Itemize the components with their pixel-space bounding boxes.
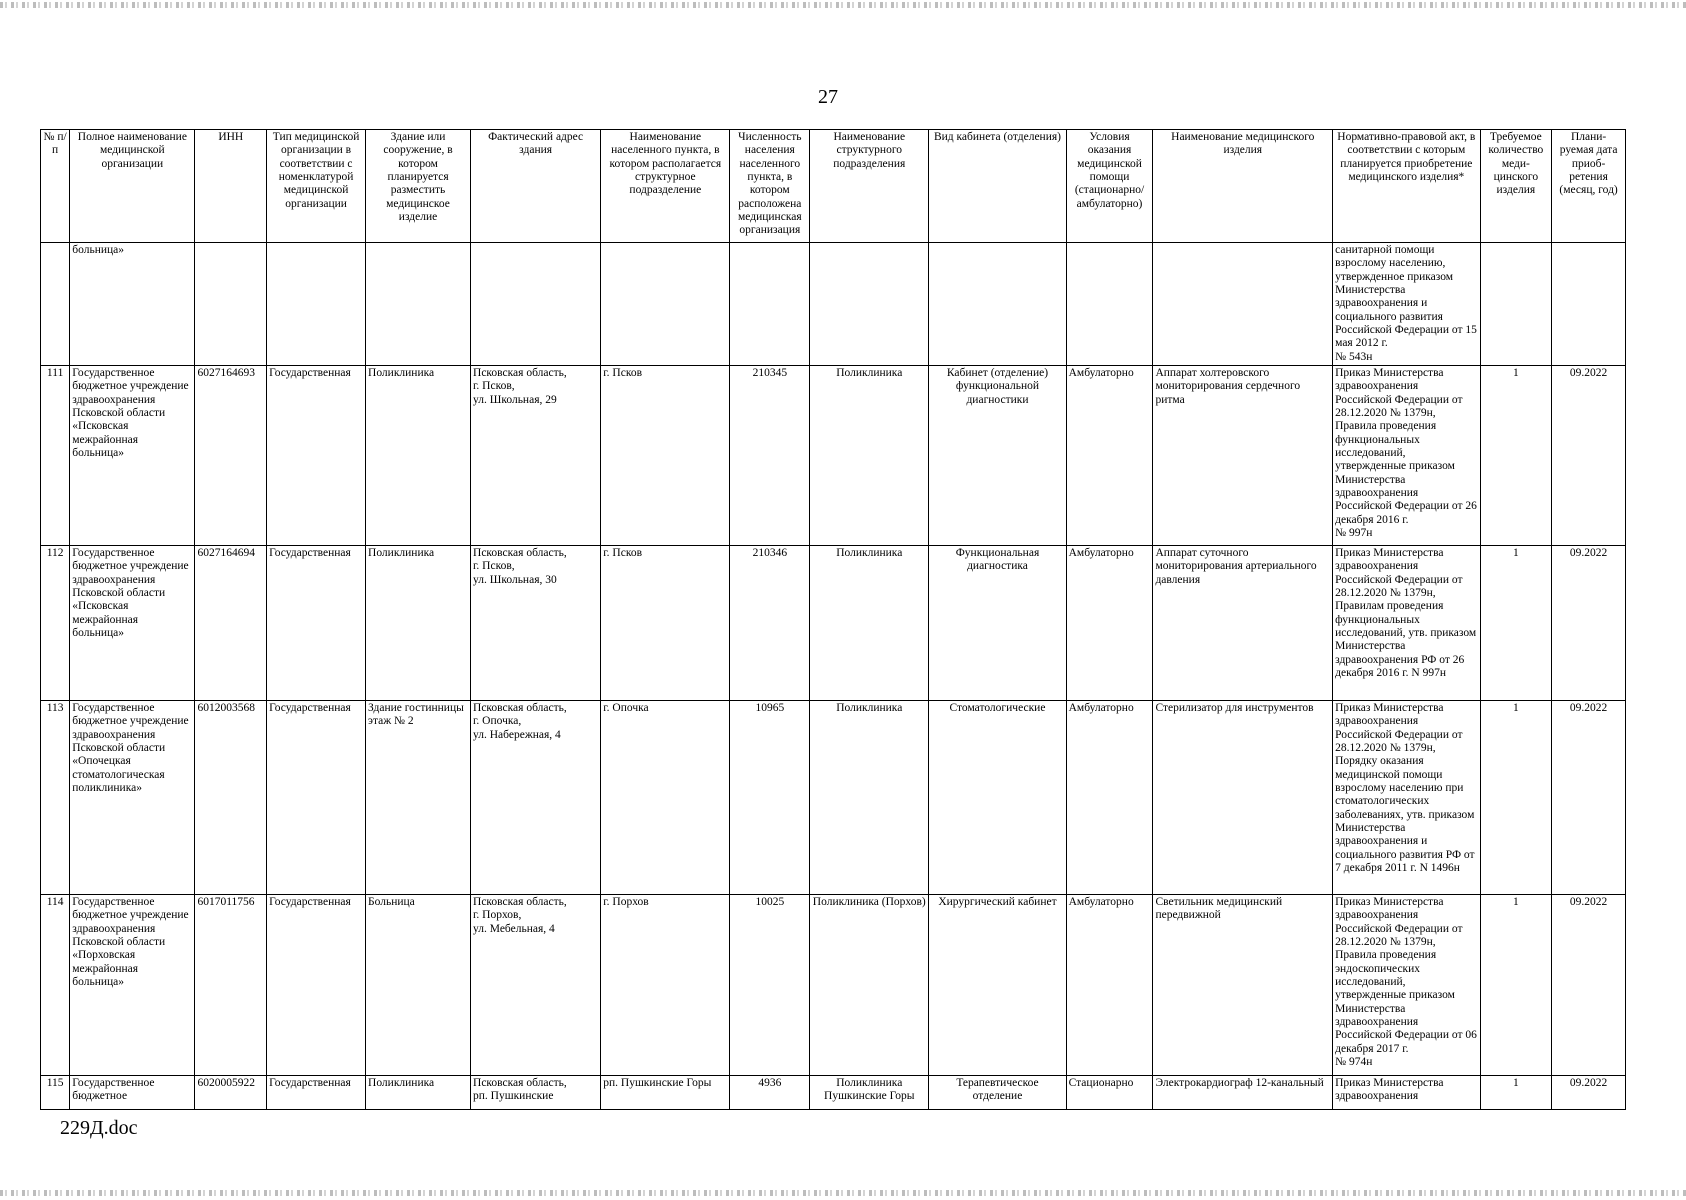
header-act: Нормативно-правовой акт, в соответствии с которым планируется приобретение медицинского изделия*: [1333, 130, 1480, 243]
cell-device: [1153, 243, 1333, 366]
cell-org: Государственное бюджетное: [70, 1075, 195, 1109]
cell-type: Государственная: [267, 365, 366, 545]
cell-conditions: Амбулаторно: [1066, 365, 1153, 545]
cell-org: Государственное бюджетное учреждение здравоохранения Псковской области «Псковская межрайонная больница»: [70, 545, 195, 700]
cell-device: Светильник медицинский передвижной: [1153, 894, 1333, 1075]
cell-locality: г. Псков: [601, 545, 730, 700]
cell-qty: 1: [1480, 365, 1552, 545]
cell-building: Здание гостинницы этаж № 2: [366, 700, 471, 894]
header-address: Фактический адрес здания: [471, 130, 601, 243]
header-inn: ИНН: [195, 130, 267, 243]
cell-num: 115: [41, 1075, 70, 1109]
cell-division: Поликлиника (Порхов): [810, 894, 929, 1075]
cell-date: [1552, 243, 1626, 366]
cell-inn: 6027164694: [195, 545, 267, 700]
cell-address: Псковская область, г. Псков, ул. Школьная, 30: [471, 545, 601, 700]
cell-num: [41, 243, 70, 366]
header-date: Плани-руемая дата приоб-ретения (месяц, год): [1552, 130, 1626, 243]
header-building: Здание или сооружение, в котором планируется разместить медицинское изделие: [366, 130, 471, 243]
cell-address: Псковская область, г. Опочка, ул. Набережная, 4: [471, 700, 601, 894]
cell-date: 09.2022: [1552, 1075, 1626, 1109]
cell-type: Государственная: [267, 700, 366, 894]
cell-num: 111: [41, 365, 70, 545]
cell-locality: [601, 243, 730, 366]
header-type: Тип медицинской организации в соответствии с номенклатурой медицинской организации: [267, 130, 366, 243]
cell-conditions: Стационарно: [1066, 1075, 1153, 1109]
cell-inn: 6027164693: [195, 365, 267, 545]
cell-conditions: Амбулаторно: [1066, 545, 1153, 700]
table-row: [41, 545, 1626, 700]
cell-date: 09.2022: [1552, 700, 1626, 894]
cell-cabinet: Функциональная диагностика: [929, 545, 1066, 700]
cell-inn: 6012003568: [195, 700, 267, 894]
cell-population: 10965: [730, 700, 810, 894]
header-qty: Требуемое количество меди-цинского изделия: [1480, 130, 1552, 243]
cell-population: 4936: [730, 1075, 810, 1109]
cell-num: 112: [41, 545, 70, 700]
cell-population: 210345: [730, 365, 810, 545]
cell-type: Государственная: [267, 1075, 366, 1109]
cell-locality: рп. Пушкинские Горы: [601, 1075, 730, 1109]
cell-device: Электрокардиограф 12-канальный: [1153, 1075, 1333, 1109]
cell-division: Поликлиника: [810, 545, 929, 700]
cell-address: Псковская область, г. Порхов, ул. Мебельная, 4: [471, 894, 601, 1075]
footer-filename: 229Д.doc: [60, 1117, 138, 1139]
cell-num: 114: [41, 894, 70, 1075]
cell-cabinet: [929, 243, 1066, 366]
cell-address: [471, 243, 601, 366]
cell-org: Государственное бюджетное учреждение здравоохранения Псковской области «Порховская межрайонная больница»: [70, 894, 195, 1075]
cell-building: Больница: [366, 894, 471, 1075]
cell-address: Псковская область, рп. Пушкинские: [471, 1075, 601, 1109]
scan-edge-bottom: [0, 1190, 1686, 1196]
header-num: № п/п: [41, 130, 70, 243]
header-population: Численность населения населенного пункта, в котором расположена медицинская организация: [730, 130, 810, 243]
cell-act: Приказ Министерства здравоохранения Российской Федерации от 28.12.2020 № 1379н, Правила проведения эндоскопических исследований, утвержденные приказом Министерства здравоохранения Российской Федерации от 06 декабря 2017 г. № 974н: [1333, 894, 1480, 1075]
cell-division: Поликлиника: [810, 365, 929, 545]
cell-qty: [1480, 243, 1552, 366]
cell-division: [810, 243, 929, 366]
cell-building: Поликлиника: [366, 365, 471, 545]
table-row: [41, 700, 1626, 894]
table-row: [41, 365, 1626, 545]
cell-date: 09.2022: [1552, 545, 1626, 700]
cell-cabinet: Кабинет (отделение) функциональной диагностики: [929, 365, 1066, 545]
table-row: [41, 1075, 1626, 1109]
cell-act: санитарной помощи взрослому населению, утвержденное приказом Министерства здравоохранения и социального развития Российской Федерации от 15 мая 2012 г. № 543н: [1333, 243, 1480, 366]
cell-org: Государственное бюджетное учреждение здравоохранения Псковской области «Опочецкая стоматологическая поликлиника»: [70, 700, 195, 894]
cell-num: 113: [41, 700, 70, 894]
header-locality: Наименование населенного пункта, в котором располагается структурное подразделение: [601, 130, 730, 243]
cell-qty: 1: [1480, 545, 1552, 700]
cell-address: Псковская область, г. Псков, ул. Школьная, 29: [471, 365, 601, 545]
cell-population: 210346: [730, 545, 810, 700]
cell-population: [730, 243, 810, 366]
cell-date: 09.2022: [1552, 365, 1626, 545]
cell-type: Государственная: [267, 545, 366, 700]
cell-device: Стерилизатор для инструментов: [1153, 700, 1333, 894]
cell-cabinet: Стоматологические: [929, 700, 1066, 894]
cell-locality: г. Опочка: [601, 700, 730, 894]
table-row: [41, 243, 1626, 366]
cell-org: Государственное бюджетное учреждение здравоохранения Псковской области «Псковская межрайонная больница»: [70, 365, 195, 545]
cell-cabinet: Хирургический кабинет: [929, 894, 1066, 1075]
cell-cabinet: Терапевтическое отделение: [929, 1075, 1066, 1109]
table-header-row: [41, 130, 1626, 243]
header-conditions: Условия оказания медицинской помощи (стационарно/ амбулаторно): [1066, 130, 1153, 243]
cell-inn: [195, 243, 267, 366]
cell-act: Приказ Министерства здравоохранения Российской Федерации от 28.12.2020 № 1379н, Порядку оказания медицинской помощи взрослому населению при стоматологических заболеваниях, утв. приказом Министерства здравоохранения и социального развития РФ от 7 декабря 2011 г. N 1496н: [1333, 700, 1480, 894]
cell-building: Поликлиника: [366, 1075, 471, 1109]
scan-edge-top: [0, 2, 1686, 8]
cell-inn: 6017011756: [195, 894, 267, 1075]
cell-act: Приказ Министерства здравоохранения Российской Федерации от 28.12.2020 № 1379н, Правила проведения функциональных исследований, утвержденные приказом Министерства здравоохранения Российской Федерации от 26 декабря 2016 г. № 997н: [1333, 365, 1480, 545]
cell-conditions: Амбулаторно: [1066, 700, 1153, 894]
cell-division: Поликлиника: [810, 700, 929, 894]
table-row: [41, 894, 1626, 1075]
page-number: 27: [818, 86, 838, 108]
cell-device: Аппарат суточного мониторирования артериального давления: [1153, 545, 1333, 700]
cell-org: больница»: [70, 243, 195, 366]
header-org: Полное наименование медицинской организации: [70, 130, 195, 243]
cell-qty: 1: [1480, 894, 1552, 1075]
cell-inn: 6020005922: [195, 1075, 267, 1109]
header-division: Наименование структурного подразделения: [810, 130, 929, 243]
cell-act: Приказ Министерства здравоохранения Российской Федерации от 28.12.2020 № 1379н, Правилам проведения функциональных исследований, утв. приказом Министерства здравоохранения РФ от 26 декабря 2016 г. N 997н: [1333, 545, 1480, 700]
cell-act: Приказ Министерства здравоохранения: [1333, 1075, 1480, 1109]
header-cabinet: Вид кабинета (отделения): [929, 130, 1066, 243]
cell-device: Аппарат холтеровского мониторирования сердечного ритма: [1153, 365, 1333, 545]
cell-locality: г. Псков: [601, 365, 730, 545]
header-device: Наименование медицинского изделия: [1153, 130, 1333, 243]
cell-building: [366, 243, 471, 366]
cell-date: 09.2022: [1552, 894, 1626, 1075]
cell-conditions: [1066, 243, 1153, 366]
cell-type: [267, 243, 366, 366]
equipment-table: [40, 129, 1626, 1110]
cell-locality: г. Порхов: [601, 894, 730, 1075]
cell-building: Поликлиника: [366, 545, 471, 700]
cell-type: Государственная: [267, 894, 366, 1075]
cell-qty: 1: [1480, 1075, 1552, 1109]
cell-qty: 1: [1480, 700, 1552, 894]
cell-population: 10025: [730, 894, 810, 1075]
cell-conditions: Амбулаторно: [1066, 894, 1153, 1075]
cell-division: Поликлиника Пушкинские Горы: [810, 1075, 929, 1109]
